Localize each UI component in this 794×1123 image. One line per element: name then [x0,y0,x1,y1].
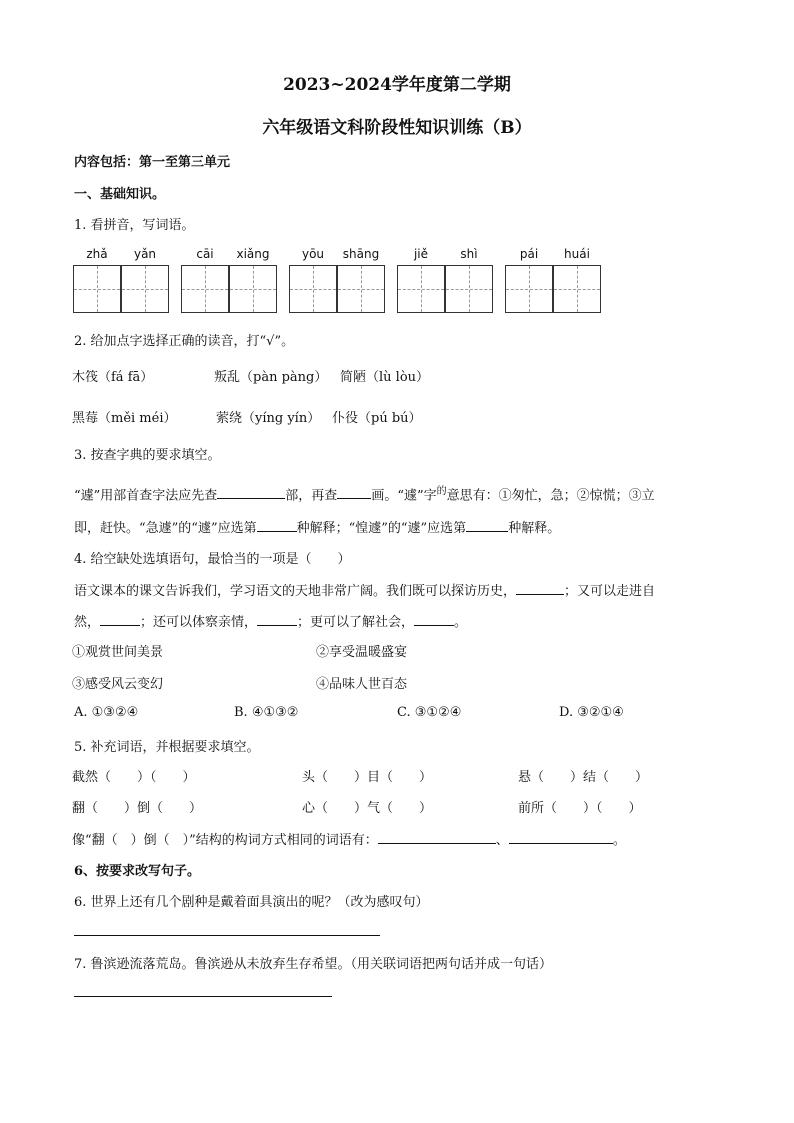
answer-blank[interactable] [217,486,285,499]
section-heading-basics: 一、基础知识。 [74,187,166,202]
content-scope: 内容包括：第一至第三单元 [74,155,231,170]
answer-blank[interactable] [337,486,371,499]
pinyin-label: cāi [196,247,214,261]
writing-grid-cell[interactable] [73,265,121,313]
idiom-fill-item[interactable]: 翻（ ）倒（ ） [72,801,203,816]
pinyin-label: huái [564,247,590,261]
question-4-passage-line-1 [74,580,655,599]
text: ；更可以了解社会， [297,615,415,630]
question-2-prompt: 2. 给加点字选择正确的读音，打“√”。 [74,334,295,349]
answer-blank[interactable] [378,831,496,844]
pinyin-label: zhǎ [86,247,108,261]
pinyin-label: yǎn [133,247,157,261]
pronunciation-item[interactable]: 叛乱（pàn pàng） [214,370,328,385]
text: 部，再查 [285,488,338,504]
writing-grid-cell[interactable] [181,265,229,313]
text: 然， [74,615,101,630]
question-7-prompt: 7. 鲁滨逊流落荒岛。鲁滨逊从未放弃生存希望。（用关联词语把两句话并成一句话） [74,957,553,972]
pinyin-label: shāng [342,247,380,261]
answer-choice-b[interactable]: B. ④①③② [234,705,299,720]
idiom-fill-item[interactable]: 悬（ ）结（ ） [518,770,649,785]
text: 。 [612,833,626,848]
writing-grid-cell[interactable] [337,265,385,313]
section-heading-rewrite: 6、按要求改写句子。 [74,864,201,879]
pinyin-label: jiě [413,247,429,261]
idiom-fill-item[interactable]: 前所（ ）（ ） [518,801,642,816]
question-3-prompt: 3. 按查字典的要求填空。 [74,448,221,463]
answer-blank[interactable] [466,519,508,532]
idiom-fill-item[interactable]: 心（ ）气（ ） [302,801,433,816]
idiom-fill-item[interactable]: 截然（ ）（ ） [72,770,196,785]
idiom-fill-item[interactable]: 头（ ）目（ ） [302,770,433,785]
answer-blank[interactable] [100,613,140,626]
pronunciation-item[interactable]: 黑莓（měi méi） [72,411,177,426]
pinyin-label: xiǎng [236,247,270,261]
answer-line[interactable] [74,996,332,997]
writing-grid-cell[interactable] [289,265,337,313]
page-subtitle: 六年级语文科阶段性知识训练（B） [262,118,532,138]
answer-blank[interactable] [516,582,564,595]
writing-grid-cell[interactable] [445,265,493,313]
question-3-line-1 [74,482,655,503]
text: 。 [454,615,468,630]
answer-blank[interactable] [257,613,297,626]
phrase-option: ①观赏世间美景 [72,645,164,660]
question-1-prompt: 1. 看拼音，写词语。 [74,218,195,233]
question-3-line-2 [74,517,560,536]
answer-choice-d[interactable]: D. ③②①④ [559,705,624,720]
question-4-prompt: 4. 给空缺处选填语句，最恰当的一项是（ ） [74,552,351,567]
pronunciation-item[interactable]: 简陋（lù lòu） [340,370,430,385]
phrase-option: ④品味人世百态 [316,677,408,692]
writing-grid-cell[interactable] [229,265,277,313]
writing-grid-cell[interactable] [121,265,169,313]
pinyin-label: shì [460,247,478,261]
text: 意思有：①匆忙，急；②惊慌；③立 [446,488,655,504]
writing-grid-cell[interactable] [553,265,601,313]
pronunciation-item[interactable]: 仆役（pú bú） [332,411,422,426]
page-title: 2023~2024学年度第二学期 [283,75,511,95]
text: ；还可以体察亲情， [140,615,258,630]
pronunciation-item[interactable]: 木筏（fá fā） [72,370,154,385]
text: 语文课本的课文告诉我们，学习语文的天地非常广阔。我们既可以探访历史， [74,584,517,599]
text: 像“翻（ ）倒（ ）”结构的构词方式相同的词语有： [72,833,378,848]
text: 、 [495,833,509,848]
phrase-option: ②享受温暖盛宴 [316,645,408,660]
text: 画。“遽”字 [371,488,437,504]
text: ；又可以走进自 [564,584,656,599]
answer-choice-a[interactable]: A. ①③②④ [74,705,139,720]
writing-grid-cell[interactable] [505,265,553,313]
phrase-option: ③感受风云变幻 [72,677,164,692]
text: 种解释；“惶遽”的“遽”应选第 [296,521,467,536]
answer-blank[interactable] [509,831,613,844]
question-4-passage-line-2 [74,611,467,630]
text: “遽”用部首查字法应先查 [74,488,218,504]
pinyin-label: pái [519,247,539,261]
writing-grid-cell[interactable] [397,265,445,313]
answer-blank[interactable] [257,519,297,532]
question-5-structure-line [72,829,626,848]
superscript-text: 的 [436,486,447,497]
pronunciation-item[interactable]: 萦绕（yíng yín） [216,411,321,426]
answer-blank[interactable] [414,613,454,626]
question-5-prompt: 5. 补充词语，并根据要求填空。 [74,740,260,755]
pinyin-label: yōu [301,247,325,261]
answer-line[interactable] [74,935,380,936]
question-6-prompt: 6. 世界上还有几个剧种是戴着面具演出的呢？（改为感叹句） [74,895,429,910]
text: 即，赶快。“急遽”的“遽”应选第 [74,521,257,536]
answer-choice-c[interactable]: C. ③①②④ [397,705,462,720]
text: 种解释。 [508,521,561,536]
